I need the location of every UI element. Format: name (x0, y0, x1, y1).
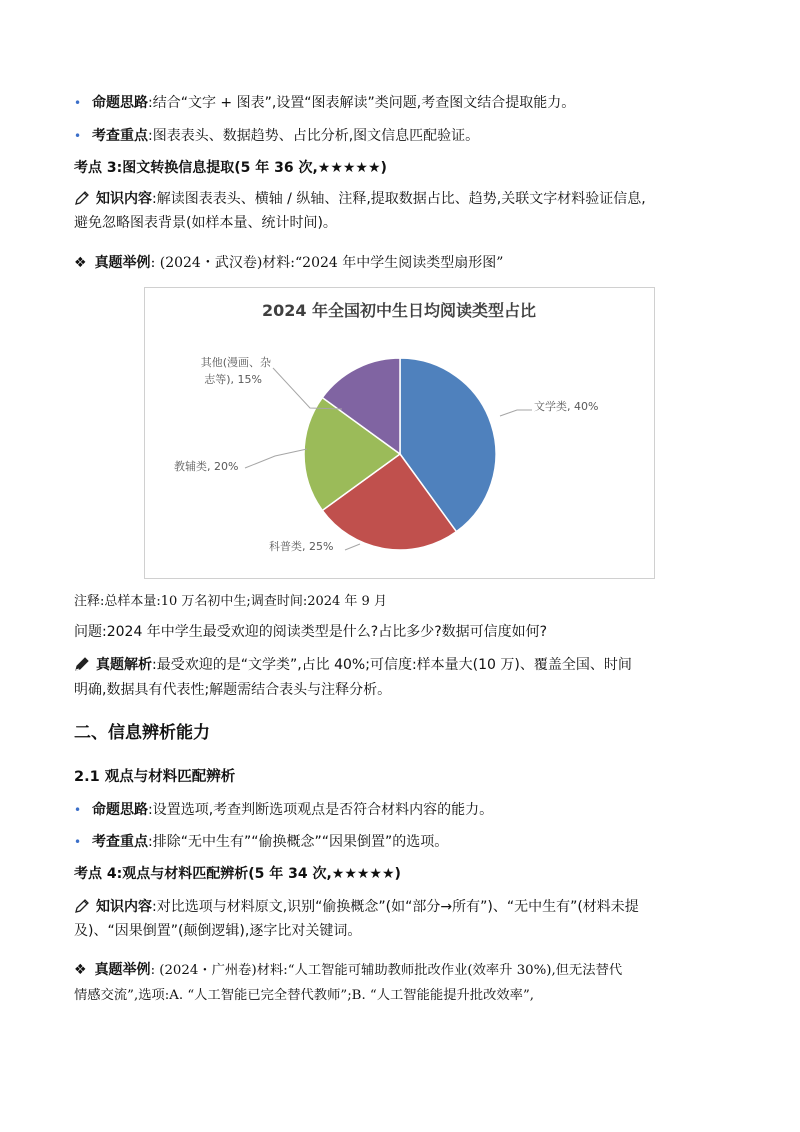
bullet-dot: • (74, 96, 82, 110)
bullet-label: 考查重点 (92, 128, 148, 144)
subsection-heading: 2.1 观点与材料匹配辨析 (74, 769, 236, 785)
bullet-item (74, 126, 479, 146)
section-heading: 二、信息辨析能力 (74, 723, 210, 743)
example-line-2: 情感交流”,选项:A. “人工智能已完全替代教师”;B. “人工智能能提升批改效率”, (74, 988, 534, 1003)
slice-label-tutoring: 教辅类, 20% (174, 460, 239, 473)
point-title: 考点 4:观点与材料匹配辨析(5 年 34 次,★★★★★) (74, 866, 401, 882)
analysis-label: 真题解析 (96, 657, 152, 673)
diamond-icon: ❖ (74, 962, 87, 978)
knowledge-line-2: 避免忽略图表背景(如样本量、统计时间)。 (74, 215, 337, 231)
bullet-text: :图表表头、数据趋势、占比分析,图文信息匹配验证。 (148, 128, 480, 144)
bullet-dot: • (74, 803, 82, 817)
bullet-label: 考查重点 (92, 834, 148, 850)
bullet-text: :排除“无中生有”“偷换概念”“因果倒置”的选项。 (148, 834, 449, 850)
bullet-dot: • (74, 129, 82, 143)
chart-note: 注释:总样本量:10 万名初中生;调查时间:2024 年 9 月 (74, 594, 387, 609)
knowledge-line-1 (74, 897, 639, 917)
pen-icon (74, 656, 90, 672)
slice-label-other-2: 志等), 15% (204, 373, 262, 386)
bullet-item (74, 800, 493, 820)
bullet-item (74, 93, 575, 113)
knowledge-line-2: 及)、“因果倒置”(颠倒逻辑),逐字比对关键词。 (74, 923, 362, 939)
analysis-text: :最受欢迎的是“文学类”,占比 40%;可信度:样本量大(10 万)、覆盖全国、时间 (152, 657, 632, 673)
analysis-line-2: 明确,数据具有代表性;解题需结合表头与注释分析。 (74, 682, 392, 698)
pencil-icon (74, 898, 90, 914)
example-label: 真题举例 (94, 255, 151, 271)
example-line (74, 253, 503, 273)
point-title: 考点 3:图文转换信息提取(5 年 36 次,★★★★★) (74, 160, 387, 176)
pencil-icon (74, 190, 90, 206)
leader-line-literature (500, 410, 532, 416)
leader-line-tutoring (245, 449, 307, 468)
question: 问题:2024 年中学生最受欢迎的阅读类型是什么?占比多少?数据可信度如何? (74, 624, 548, 640)
bullet-label: 命题思路 (92, 95, 148, 111)
example-text: : (2024・武汉卷)材料:“2024 年中学生阅读类型扇形图” (150, 255, 504, 271)
chart-title: 2024 年全国初中生日均阅读类型占比 (261, 301, 537, 320)
example-text: : (2024・广州卷)材料:“人工智能可辅助教师批改作业(效率升 30%),但无法替代 (150, 963, 623, 978)
bullet-item (74, 832, 448, 852)
knowledge-label: 知识内容 (96, 899, 152, 915)
bullet-text: :结合“文字 + 图表”,设置“图表解读”类问题,考查图文结合提取能力。 (148, 95, 576, 111)
slice-label-other-1: 其他(漫画、杂 (200, 356, 271, 369)
bullet-text: :设置选项,考查判断选项观点是否符合材料内容的能力。 (148, 802, 494, 818)
knowledge-line-1 (74, 189, 646, 209)
bullet-label: 命题思路 (92, 802, 148, 818)
diamond-icon: ❖ (74, 255, 87, 271)
pie-chart-svg (145, 288, 654, 578)
knowledge-text: :解读图表表头、横轴 / 纵轴、注释,提取数据占比、趋势,关联文字材料验证信息, (152, 191, 646, 207)
analysis-line-1 (74, 655, 632, 675)
leader-line-science (345, 544, 360, 550)
knowledge-text: :对比选项与材料原文,识别“偷换概念”(如“部分→所有”)、“无中生有”(材料未提 (152, 899, 639, 915)
pie-chart (144, 287, 655, 579)
bullet-dot: • (74, 835, 82, 849)
knowledge-label: 知识内容 (96, 191, 152, 207)
slice-label-literature: 文学类, 40% (534, 400, 599, 413)
example-line-1 (74, 960, 622, 981)
example-label: 真题举例 (94, 962, 151, 978)
slice-label-science: 科普类, 25% (269, 540, 334, 553)
